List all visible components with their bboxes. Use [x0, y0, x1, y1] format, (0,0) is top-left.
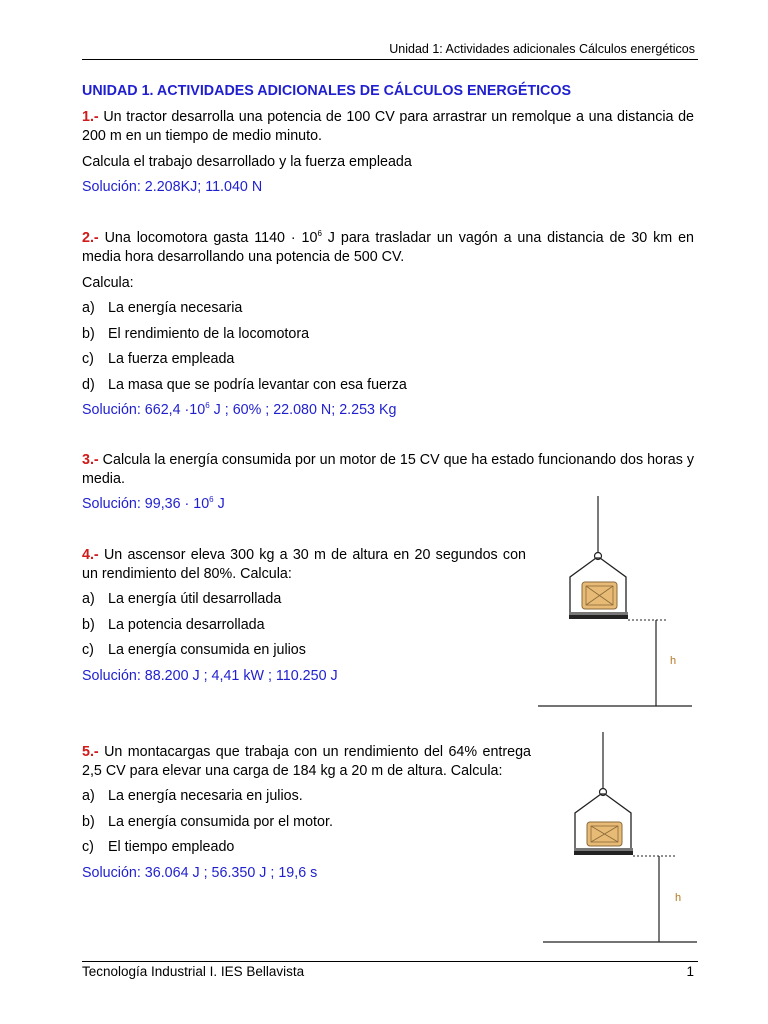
- exercise-2: [82, 229, 694, 420]
- exercise-5-solution: Solución: 36.064 J ; 56.350 J ; 19,6 s: [82, 864, 318, 881]
- item-text: La energía consumida en julios: [108, 642, 306, 658]
- exercise-5-items: [82, 787, 531, 857]
- list-item: [82, 376, 694, 395]
- item-text: La energía útil desarrollada: [108, 591, 282, 607]
- cabin-floor: [569, 612, 628, 615]
- item-letter: b): [82, 813, 95, 830]
- exercise-text: Calcula la energía consumida por un motor de 15 CV que ha estado funcionando dos horas y media.: [82, 452, 694, 487]
- freight-elevator-diagram: [541, 730, 701, 946]
- exercise-number: 3.-: [82, 452, 99, 468]
- exercise-4: [82, 546, 526, 686]
- item-letter: b): [82, 616, 95, 633]
- list-item: [82, 325, 694, 344]
- exercise-1-instruction: Calcula el trabajo desarrollado y la fuerza empleada: [82, 154, 412, 170]
- list-item: [82, 616, 526, 635]
- exercise-text: Una locomotora gasta 1140 · 10: [104, 230, 318, 246]
- page-number: 1: [686, 964, 694, 979]
- footer-text: Tecnología Industrial I. IES Bellavista: [82, 964, 305, 979]
- exercise-3-statement: [82, 451, 694, 489]
- exercise-2-items: [82, 299, 694, 395]
- item-letter: c): [82, 839, 94, 855]
- item-letter: c): [82, 642, 94, 658]
- solution-text: J ; 60% ; 22.080 N; 2.253 Kg: [209, 402, 397, 418]
- item-letter: c): [82, 351, 94, 367]
- exercise-2-statement: [82, 229, 694, 267]
- exercise-1-statement: [82, 108, 694, 146]
- cabin-floor: [574, 848, 633, 851]
- exercise-2-solution: [82, 401, 694, 420]
- header-rule: [82, 59, 698, 60]
- elevator-diagram: [536, 494, 696, 710]
- item-text: El rendimiento de la locomotora: [108, 325, 310, 342]
- exercise-text: J para trasladar un vagón a una distancia de 30 km en media hora desarrollando una potencia de 500 CV.: [82, 230, 694, 265]
- item-text: La energía necesaria en julios.: [108, 788, 303, 804]
- exercise-number: 5.-: [82, 744, 99, 760]
- list-item: [82, 299, 694, 318]
- height-label: h: [675, 892, 682, 904]
- running-header: Unidad 1: Actividades adicionales Cálculos energéticos: [389, 42, 695, 56]
- list-item: [82, 590, 526, 609]
- exercise-4-statement: [82, 546, 526, 584]
- list-item: [82, 641, 526, 660]
- exercise-text: Un tractor desarrolla una potencia de 100 CV para arrastrar un remolque a una distancia de 200 m en un tiempo de medio minuto.: [82, 109, 694, 144]
- item-text: La energía consumida por el motor.: [108, 813, 333, 830]
- height-label: h: [670, 655, 677, 667]
- exercise-4-solution: Solución: 88.200 J ; 4,41 kW ; 110.250 J: [82, 667, 338, 684]
- exercise-4-items: [82, 590, 526, 660]
- exercise-number: 1.-: [82, 109, 99, 125]
- item-text: La masa que se podría levantar con esa fuerza: [108, 376, 407, 393]
- footer-rule: [82, 961, 698, 962]
- list-item: [82, 813, 531, 832]
- exponent: 6: [317, 229, 322, 238]
- item-text: La potencia desarrollada: [108, 616, 265, 633]
- exercise-text: Un ascensor eleva 300 kg a 30 m de altura en 20 segundos con un rendimiento del 80%. Calcula:: [82, 547, 526, 582]
- item-letter: a): [82, 591, 95, 607]
- solution-text: Solución: 662,4 ·10: [82, 402, 206, 418]
- exercise-text: Un montacargas que trabaja con un rendimiento del 64% entrega 2,5 CV para elevar una carga de 184 kg a 20 m de altura. Calcula:: [82, 744, 531, 779]
- solution-text: Solución: 99,36 · 10: [82, 496, 210, 512]
- exercise-number: 4.-: [82, 547, 99, 563]
- item-letter: a): [82, 788, 95, 804]
- exercise-1-solution: Solución: 2.208KJ; 11.040 N: [82, 179, 263, 195]
- exercise-1: [82, 108, 694, 197]
- list-item: [82, 350, 694, 369]
- item-text: La fuerza empleada: [108, 351, 235, 367]
- exercise-2-instruction: Calcula:: [82, 275, 134, 291]
- exponent: 6: [205, 401, 210, 410]
- item-text: El tiempo empleado: [108, 839, 235, 855]
- item-letter: b): [82, 325, 95, 342]
- item-text: La energía necesaria: [108, 300, 243, 316]
- exercise-5-statement: [82, 743, 531, 781]
- item-letter: a): [82, 300, 95, 316]
- solution-text: J: [213, 496, 225, 512]
- exercise-number: 2.-: [82, 230, 99, 246]
- exercise-5: [82, 743, 531, 883]
- item-letter: d): [82, 376, 95, 393]
- document-title: UNIDAD 1. ACTIVIDADES ADICIONALES DE CÁLCULOS ENERGÉTICOS: [82, 83, 572, 99]
- list-item: [82, 787, 531, 806]
- list-item: [82, 838, 531, 857]
- exponent: 6: [209, 495, 214, 504]
